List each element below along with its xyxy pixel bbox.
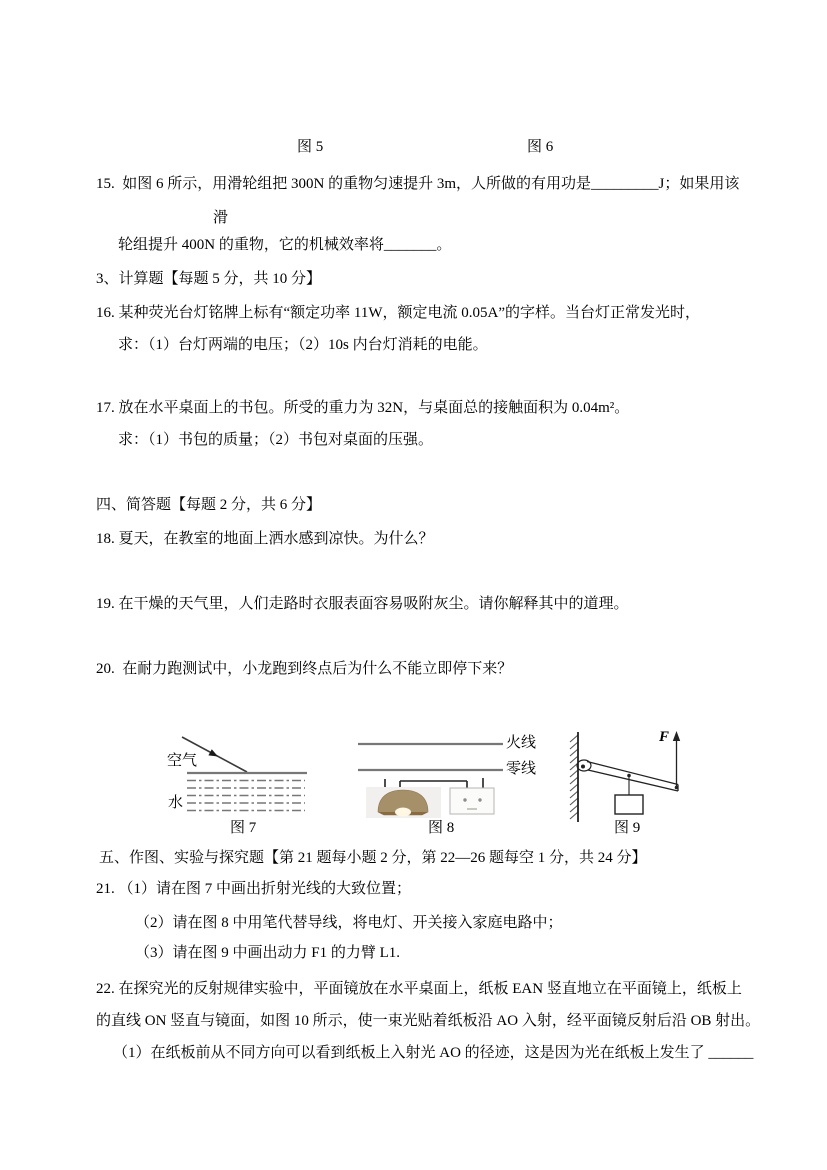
- pivot-icon: [577, 760, 591, 771]
- figure8-caption: 图 8: [428, 820, 455, 836]
- fig8-neutral-wire-label: 零线: [506, 761, 537, 777]
- switch-icon: [450, 788, 494, 814]
- fig8-live-wire-label: 火线: [506, 735, 537, 751]
- q15-line1: 15. 如图 6 所示，用滑轮组把 300N 的重物匀速提升 3m，人所做的有用功是_________J；如果用该: [96, 176, 740, 192]
- q21-part3: （3）请在图 9 中画出动力 F1 的力臂 L1.: [135, 945, 401, 961]
- q22-part1: （1）在纸板前从不同方向可以看到纸板上入射光 AO 的径迹，这是因为光在纸板上发生了 ______: [113, 1045, 754, 1061]
- weight-block: [615, 795, 643, 814]
- wall-hatch: [570, 735, 578, 819]
- q15-line3: 轮组提升 400N 的重物，它的机械效率将_______。: [118, 237, 452, 253]
- section-calculation-header: 3、计算题【每题 5 分，共 10 分】: [96, 271, 322, 287]
- q17-line1: 17. 放在水平桌面上的书包。所受的重力为 32N，与桌面总的接触面积为 0.04m²。: [96, 400, 630, 416]
- q22-line1: 22. 在探究光的反射规律实验中，平面镜放在水平桌面上，纸板 EAN 竖直地立在平面镜上，纸板上: [96, 981, 742, 997]
- figure9-lever-diagram: [555, 725, 705, 825]
- water-dash-lines: [187, 781, 305, 811]
- q15-line2: 滑: [213, 210, 229, 226]
- q20-line: 20. 在耐力跑测试中，小龙跑到终点后为什么不能立即停下来？: [96, 661, 513, 677]
- q16-line1: 16. 某种荧光台灯铭牌上标有“额定功率 11W，额定电流 0.05A”的字样。当台灯正常发光时，: [96, 305, 701, 321]
- q19-line: 19. 在干燥的天气里，人们走路时衣服表面容易吸附灰尘。请你解释其中的道理。: [96, 596, 629, 612]
- q18-line: 18. 夏天，在教室的地面上洒水感到凉快。为什么？: [96, 531, 434, 547]
- pendant-lamp-icon: [366, 787, 441, 818]
- q21-part2: （2）请在图 8 中用笔代替导线，将电灯、开关接入家庭电路中；: [135, 915, 563, 931]
- q17-line2: 求：（1）书包的质量；（2）书包对桌面的压强。: [118, 432, 434, 448]
- figure7-caption: 图 7: [230, 820, 257, 836]
- fig7-water-label: 水: [168, 795, 184, 811]
- fig9-force-label: F: [659, 729, 670, 745]
- fig7-air-label: 空气: [167, 753, 198, 769]
- lever-rod: [587, 762, 678, 792]
- section-drawing-experiment-header: 五、作图、实验与探究题【第 21 题每小题 2 分，第 22—26 题每空 1 分，共 24 分】: [99, 850, 647, 866]
- figure9-caption: 图 9: [614, 820, 641, 836]
- q21-part1: 21. （1）请在图 7 中画出折射光线的大致位置；: [96, 881, 412, 897]
- figure5-caption: 图 5: [297, 139, 324, 155]
- force-arrow-icon: [673, 731, 680, 787]
- figure6-caption: 图 6: [527, 139, 554, 155]
- incident-ray-arrow-icon: [208, 749, 218, 756]
- q22-line2: 的直线 ON 竖直与镜面，如图 10 所示，使一束光贴着纸板沿 AO 入射，经平面镜反射后沿 OB 射出。: [96, 1013, 761, 1029]
- section-short-answer-header: 四、简答题【每题 2 分，共 6 分】: [96, 497, 322, 513]
- q16-line2: 求：（1）台灯两端的电压；（2）10s 内台灯消耗的电能。: [118, 337, 488, 353]
